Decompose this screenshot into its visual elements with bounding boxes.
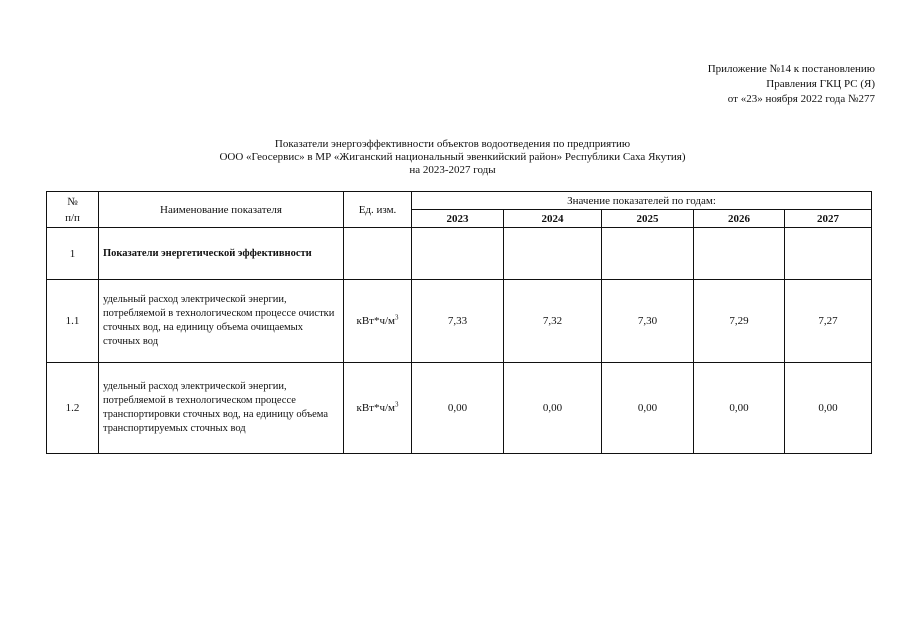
row-unit-base: кВт*ч/м [356,402,396,414]
header-year-2027: 2027 [785,210,872,228]
row-unit-superscript: 3 [395,313,399,322]
row-value-2025 [602,228,694,280]
header-year-2025: 2025 [602,210,694,228]
row-num: 1.2 [47,363,99,454]
row-name: Показатели энергетической эффективности [99,228,344,280]
appendix-reference [708,62,875,107]
header-num [47,192,99,228]
row-value-2023: 0,00 [412,363,504,454]
header-row-top [47,192,872,210]
row-value-2026 [694,228,785,280]
row-value-2024: 7,32 [504,280,602,363]
row-num: 1 [47,228,99,280]
header-year-2024: 2024 [504,210,602,228]
appendix-line-2: Правления ГКЦ РС (Я) [766,78,875,90]
row-value-2027: 7,27 [785,280,872,363]
row-name: удельный расход электрической энергии, потребляемой в технологическом процессе транспортировки сточных вод, на единицу объема транспортируемых сточных вод [99,363,344,454]
table-row [47,280,872,363]
row-name: удельный расход электрической энергии, потребляемой в технологическом процессе очистки сточных вод, на единицу объема очищаемых сточных вод [99,280,344,363]
row-value-2024 [504,228,602,280]
row-value-2023 [412,228,504,280]
row-unit-superscript: 3 [395,400,399,409]
title-line-1: Показатели энергоэффективности объектов водоотведения по предприятию [274,138,631,150]
document-title [0,138,905,177]
row-value-2027: 0,00 [785,363,872,454]
header-num-line-1: № [67,195,78,208]
header-values: Значение показателей по годам: [412,192,872,210]
table-row [47,363,872,454]
row-value-2026: 7,29 [694,280,785,363]
header-unit: Ед. изм. [344,192,412,228]
header-name: Наименование показателя [99,192,344,228]
header-year-2023: 2023 [412,210,504,228]
row-value-2026: 0,00 [694,363,785,454]
row-value-2027 [785,228,872,280]
row-num: 1.1 [47,280,99,363]
row-unit-base: кВт*ч/м [356,315,396,327]
appendix-line-3: от «23» ноября 2022 года №277 [727,93,875,105]
row-value-2024: 0,00 [504,363,602,454]
row-value-2025: 7,30 [602,280,694,363]
indicators-table [46,191,872,454]
title-line-3: на 2023-2027 годы [409,164,496,176]
row-unit [344,280,412,363]
table-row [47,228,872,280]
header-num-line-2: п/п [65,211,80,224]
title-line-2: ООО «Геосервис» в МР «Жиганский национальный эвенкийский район» Республики Саха Якутия) [219,151,686,163]
row-unit [344,228,412,280]
row-value-2023: 7,33 [412,280,504,363]
appendix-line-1: Приложение №14 к постановлению [707,63,875,75]
row-value-2025: 0,00 [602,363,694,454]
header-year-2026: 2026 [694,210,785,228]
row-unit [344,363,412,454]
